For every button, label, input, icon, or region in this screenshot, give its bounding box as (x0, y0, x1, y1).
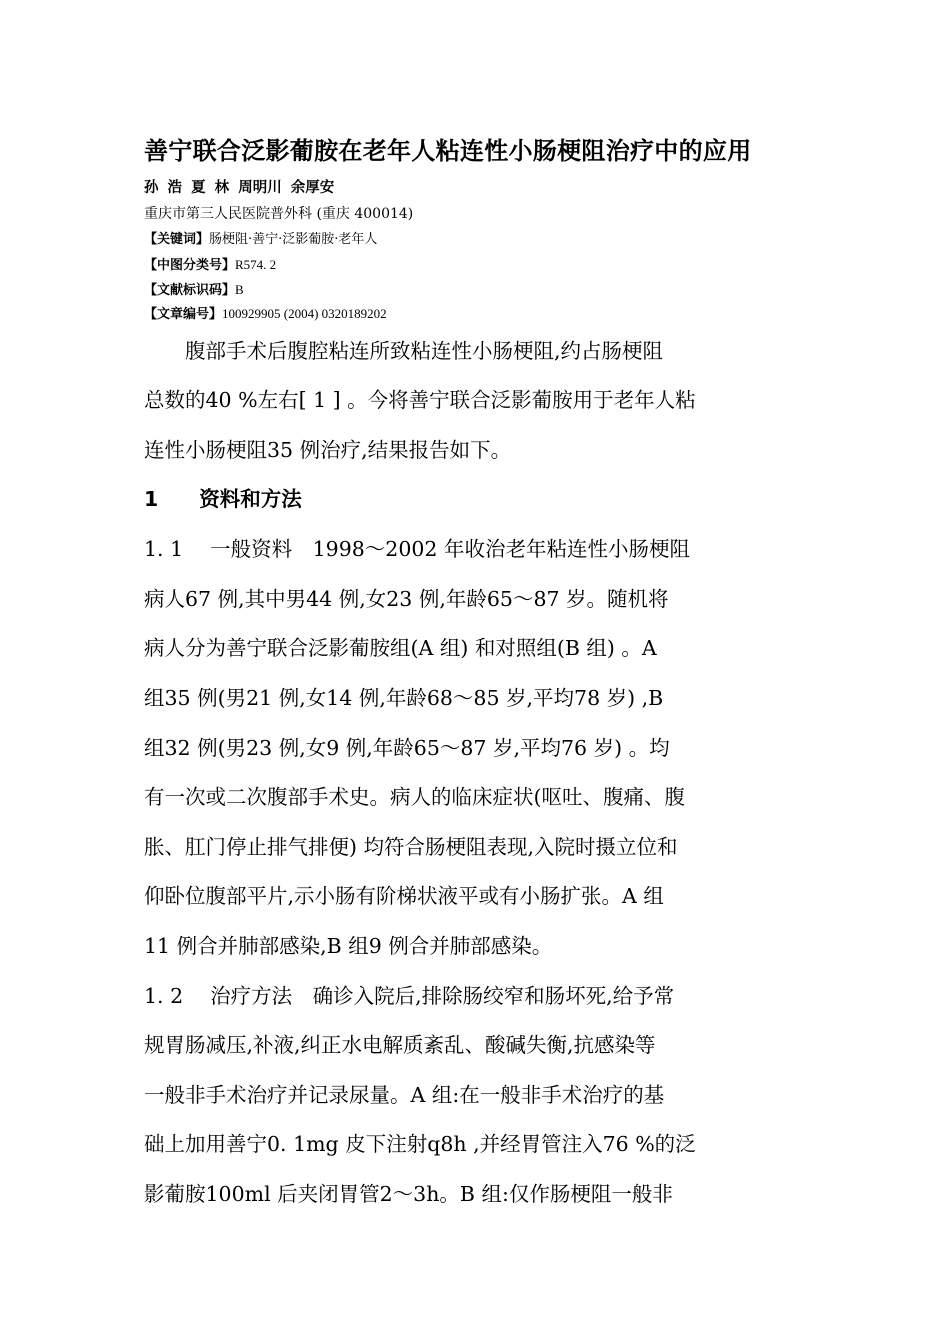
body-line: 腹部手术后腹腔粘连所致粘连性小肠梗阻,约占肠梗阻 (144, 339, 664, 363)
doc-code-row (144, 279, 244, 298)
body-line: 规胃肠减压,补液,纠正水电解质紊乱、酸碱失衡,抗感染等 (144, 1033, 656, 1057)
article-no-row (144, 303, 387, 322)
clc-value: R574. 2 (235, 257, 277, 272)
body-line: 仰卧位腹部平片,示小肠有阶梯状液平或有小肠扩张。A 组 (144, 884, 664, 908)
body-line: 总数的40 %左右[ 1 ] 。今将善宁联合泛影葡胺用于老年人粘 (144, 388, 696, 412)
keywords-label: 【关键词】 (144, 232, 210, 247)
keywords-value: 肠梗阻·善宁·泛影葡胺·老年人 (209, 232, 378, 247)
keywords-row (144, 228, 377, 247)
body-line: 有一次或二次腹部手术史。病人的临床症状(呕吐、腹痛、腹 (144, 785, 685, 809)
section-heading: 1 资料和方法 (144, 487, 302, 511)
body-line: 础上加用善宁0. 1mg 皮下注射q8h ,并经胃管注入76 %的泛 (144, 1132, 696, 1156)
clc-label: 【中图分类号】 (144, 258, 236, 273)
affiliation: 重庆市第三人民医院普外科 (重庆 400014) (144, 206, 414, 222)
article-no-label: 【文章编号】 (144, 307, 223, 322)
body-line: 组35 例(男21 例,女14 例,年龄68～85 岁,平均78 岁) ,B (144, 686, 664, 710)
doc-code-label: 【文献标识码】 (144, 283, 236, 298)
body-line: 1. 1 一般资料 1998～2002 年收治老年粘连性小肠梗阻 (144, 537, 690, 561)
article-title: 善宁联合泛影葡胺在老年人粘连性小肠梗阻治疗中的应用 (144, 137, 752, 165)
body-line: 组32 例(男23 例,女9 例,年龄65～87 岁,平均76 岁) 。均 (144, 736, 670, 760)
body-line: 影葡胺100ml 后夹闭胃管2～3h。B 组:仅作肠梗阻一般非 (144, 1182, 673, 1206)
body-line: 连性小肠梗阻35 例治疗,结果报告如下。 (144, 438, 512, 462)
body-line: 1. 2 治疗方法 确诊入院后,排除肠绞窄和肠坏死,给予常 (144, 984, 675, 1008)
authors: 孙 浩 夏 林 周明川 余厚安 (144, 180, 335, 196)
clc-row (144, 254, 276, 273)
body-line: 胀、肛门停止排气排便) 均符合肠梗阻表现,入院时摄立位和 (144, 835, 678, 859)
body-line: 11 例合并肺部感染,B 组9 例合并肺部感染。 (144, 934, 553, 958)
article-no-value: 100929905 (2004) 0320189202 (222, 306, 387, 321)
doc-code-value: B (235, 282, 244, 297)
body-line: 一般非手术治疗并记录尿量。A 组:在一般非手术治疗的基 (144, 1083, 665, 1107)
body-line: 病人67 例,其中男44 例,女23 例,年龄65～87 岁。随机将 (144, 587, 669, 611)
body-line: 病人分为善宁联合泛影葡胺组(A 组) 和对照组(B 组) 。A (144, 636, 657, 660)
